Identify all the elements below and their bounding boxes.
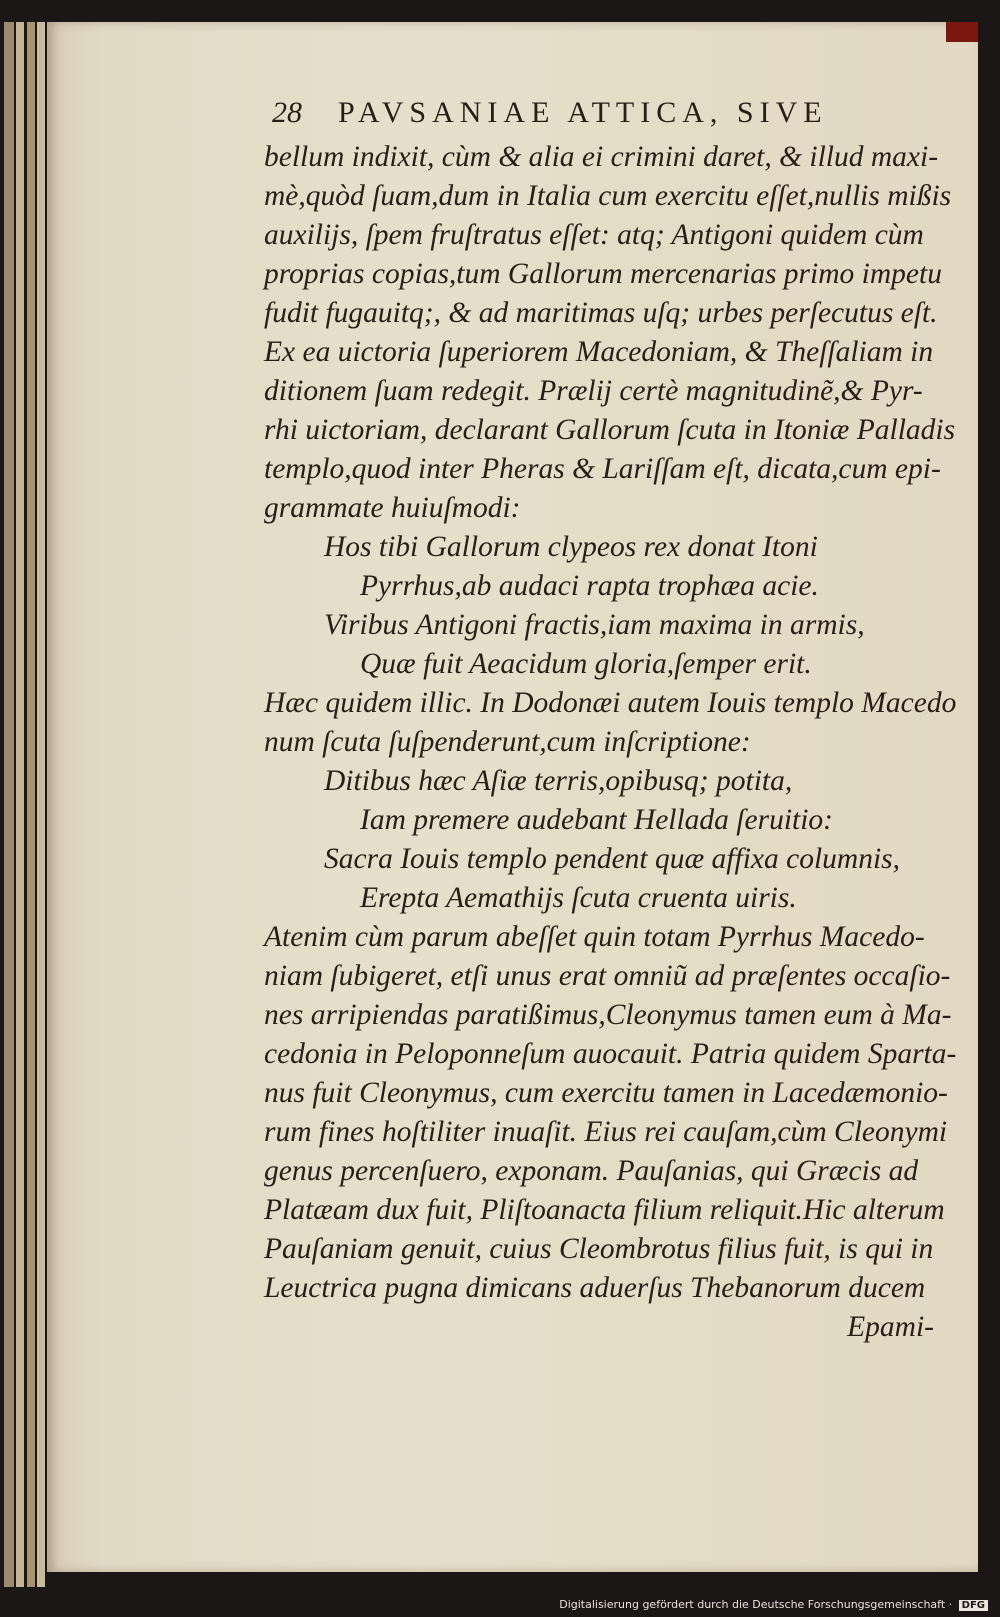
verse-line: Iam premere audebant Hellada ſeruitio: xyxy=(360,804,833,836)
text-line: nus fuit Cleonymus, cum exercitu tamen in Lacedæmonio- xyxy=(264,1077,948,1109)
book-edge-strip xyxy=(37,22,45,1587)
text-line: Atenim cùm parum abeſſet quin totam Pyrrhus Macedo- xyxy=(264,921,925,953)
digitization-credit: Digitalisierung gefördert durch die Deutsche Forschungsgemeinschaft · DFG xyxy=(559,1598,988,1611)
text-line: fudit fugauitq;, & ad maritimas uſq; urbes perſecutus eſt. xyxy=(264,297,938,329)
dfg-logo: DFG xyxy=(959,1600,988,1611)
book-edge-strip xyxy=(27,22,35,1587)
verse-line: Viribus Antigoni fractis,iam maxima in armis, xyxy=(324,609,865,641)
catchword: Epami- xyxy=(847,1311,934,1343)
text-line: Ex ea uictoria ſuperiorem Macedoniam, & Theſſaliam in xyxy=(264,336,934,368)
text-line: Platæam dux fuit, Pliſtoanacta filium reliquit.Hic alterum xyxy=(264,1194,945,1226)
book-edge-strip xyxy=(4,22,14,1587)
text-line: rum fines hoſtiliter inuaſit. Eius rei cauſam,cùm Cleonymi xyxy=(264,1116,948,1148)
page-corner-marker xyxy=(946,22,978,42)
credit-text: Digitalisierung gefördert durch die Deutsche Forschungsgemeinschaft xyxy=(559,1598,946,1611)
text-line: niam ſubigeret, etſi unus erat omniũ ad præſentes occaſio- xyxy=(264,960,951,992)
verse-line: Ditibus hæc Aſiæ terris,opibusq; potita, xyxy=(324,765,793,797)
text-line: Pauſaniam genuit, cuius Cleombrotus filius fuit, is qui in xyxy=(264,1233,934,1265)
verse-line: Pyrrhus,ab audaci rapta trophæa acie. xyxy=(360,570,819,602)
text-line: Hæc quidem illic. In Dodonæi autem Iouis templo Macedo xyxy=(264,687,957,719)
text-line: auxilijs, ſpem fruſtratus eſſet: atq; Antigoni quidem cùm xyxy=(264,219,924,251)
verse-line: Hos tibi Gallorum clypeos rex donat Itoni xyxy=(324,531,818,563)
running-head xyxy=(272,96,912,136)
text-line: rhi uictoriam, declarant Gallorum ſcuta in Itoniæ Palladis xyxy=(264,414,956,446)
text-line: cedonia in Peloponneſum auocauit. Patria quidem Sparta- xyxy=(264,1038,957,1070)
verse-line: Erepta Aemathijs ſcuta cruenta uiris. xyxy=(360,882,797,914)
page-number: 28 xyxy=(272,96,302,129)
text-line: genus percenſuero, exponam. Pauſanias, qui Græcis ad xyxy=(264,1155,919,1187)
text-line: mè,quòd ſuam,dum in Italia cum exercitu eſſet,nullis mißis xyxy=(264,180,952,212)
text-line: templo,quod inter Pheras & Lariſſam eſt, dicata,cum epi- xyxy=(264,453,941,485)
text-line: proprias copias,tum Gallorum mercenarias primo impetu xyxy=(264,258,942,290)
text-body xyxy=(264,138,964,1347)
text-line: grammate huiuſmodi: xyxy=(264,492,521,524)
verse-line: Sacra Iouis templo pendent quæ affixa columnis, xyxy=(324,843,900,875)
text-line: Leuctrica pugna dimicans aduerſus Thebanorum ducem xyxy=(264,1272,926,1304)
text-line: nes arripiendas paratißimus,Cleonymus tamen eum à Ma- xyxy=(264,999,952,1031)
text-line: ditionem ſuam redegit. Prælij certè magnitudinẽ,& Pyr- xyxy=(264,375,923,407)
text-line: num ſcuta ſuſpenderunt,cum inſcriptione: xyxy=(264,726,751,758)
book-edge-strip xyxy=(16,22,24,1587)
text-line: bellum indixit, cùm & alia ei crimini daret, & illud maxi- xyxy=(264,141,939,173)
verse-line: Quæ fuit Aeacidum gloria,ſemper erit. xyxy=(360,648,812,680)
running-title: PAVSANIAE ATTICA, SIVE xyxy=(338,96,828,129)
